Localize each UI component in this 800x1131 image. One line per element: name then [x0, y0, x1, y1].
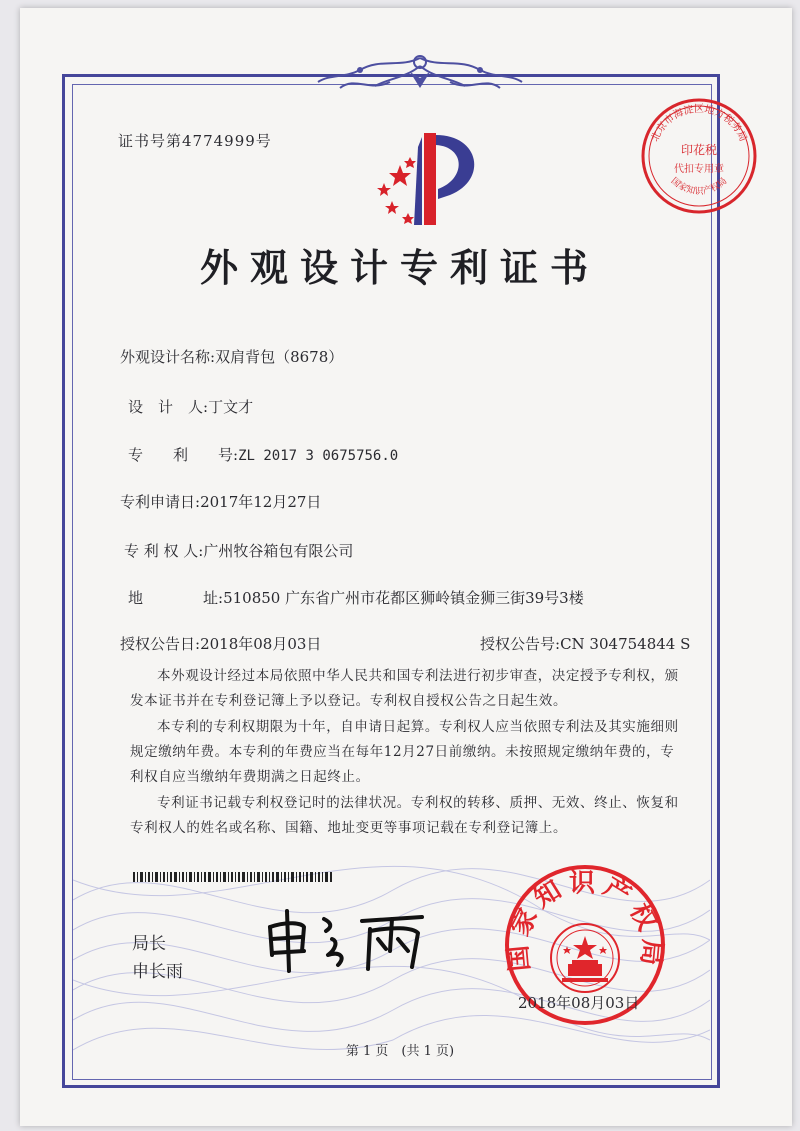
top-ornament-icon: [300, 48, 540, 106]
designer-row: [128, 396, 253, 417]
tax-stamp-line1: 印花税: [680, 143, 718, 157]
grant-date-row: [120, 633, 321, 654]
designer-label: 设 计 人:: [128, 398, 209, 416]
certificate-body: [130, 664, 680, 842]
svg-text:国家知识产权局: [669, 176, 730, 197]
patent-number-label: 专 利 号:: [128, 446, 239, 464]
tax-stamp-outer-text: 北京市海淀区地方税务局: [649, 104, 749, 144]
filing-date-label: 专利申请日:: [120, 493, 201, 511]
filing-date-row: [120, 491, 321, 512]
patentee-row: [124, 540, 353, 561]
tax-stamp: [635, 92, 763, 220]
seal-date: 2018年08月03日: [518, 994, 640, 1012]
filing-date-value: 2017年12月27日: [200, 493, 322, 511]
body-paragraph-2: 本专利的专利权期限为十年，自申请日起算。专利权人应当依照专利法及其实施细则规定缴纳年费。本专利的年费应当在每年12月27日前缴纳。未按照规定缴纳年费的，专利权自应当缴纳年费期满之日起终止。: [130, 719, 679, 785]
national-emblem-icon: [551, 924, 619, 992]
design-name-label: 外观设计名称:: [120, 348, 216, 366]
patent-office-emblem-icon: [370, 125, 490, 235]
page-number: 第 1 页 (共 1 页): [345, 1044, 455, 1059]
body-paragraph-1: 本外观设计经过本局依照中华人民共和国专利法进行初步审查，决定授予专利权，颁发本证书并在专利登记簿上予以登记。专利权自授权公告之日起生效。: [130, 668, 679, 709]
certificate-title: 外观设计专利证书: [199, 245, 600, 290]
design-name-value: 双肩背包（8678）: [215, 348, 344, 366]
address-label: 地 址:: [128, 589, 224, 607]
designer-value: 丁文才: [208, 398, 254, 416]
barcode-icon: [133, 872, 333, 882]
design-name-row: [120, 346, 343, 367]
patent-number-row: [128, 444, 398, 465]
grant-number-label: 授权公告号:: [480, 635, 561, 653]
grant-number-row: [480, 633, 690, 654]
grant-date-value: 2018年08月03日: [200, 635, 322, 653]
tax-stamp-line2: 代扣专用章: [674, 164, 724, 175]
grant-number-value: CN 304754844 S: [560, 635, 691, 653]
address-value: 510850 广东省广州市花都区狮岭镇金狮三街39号3楼: [223, 589, 584, 607]
address-row: [128, 587, 584, 608]
director-block: [132, 930, 183, 986]
director-signature: [262, 905, 432, 975]
body-paragraph-3: 专利证书记载专利权登记时的法律状况。专利权的转移、质押、无效、终止、恢复和专利权人的姓名或名称、国籍、地址变更等事项记载在专利登记簿上。: [130, 795, 679, 836]
svg-text:北京市海淀区地方税务局: [649, 102, 749, 143]
svg-text:国家知识产权局: [503, 868, 667, 972]
director-title: 局长: [132, 934, 166, 954]
seal-text: 国家知识产权局: [502, 868, 668, 973]
grant-date-label: 授权公告日:: [120, 635, 201, 653]
patent-number-value: ZL 2017 3 0675756.0: [238, 448, 399, 464]
patentee-label: 专 利 权 人:: [124, 542, 204, 560]
tax-stamp-bottom-text: 国家知识产权局: [668, 176, 730, 197]
certificate-number: 证书号第4774999号: [118, 132, 272, 150]
director-name: 申长雨: [132, 962, 183, 982]
patentee-value: 广州牧谷箱包有限公司: [203, 542, 354, 560]
